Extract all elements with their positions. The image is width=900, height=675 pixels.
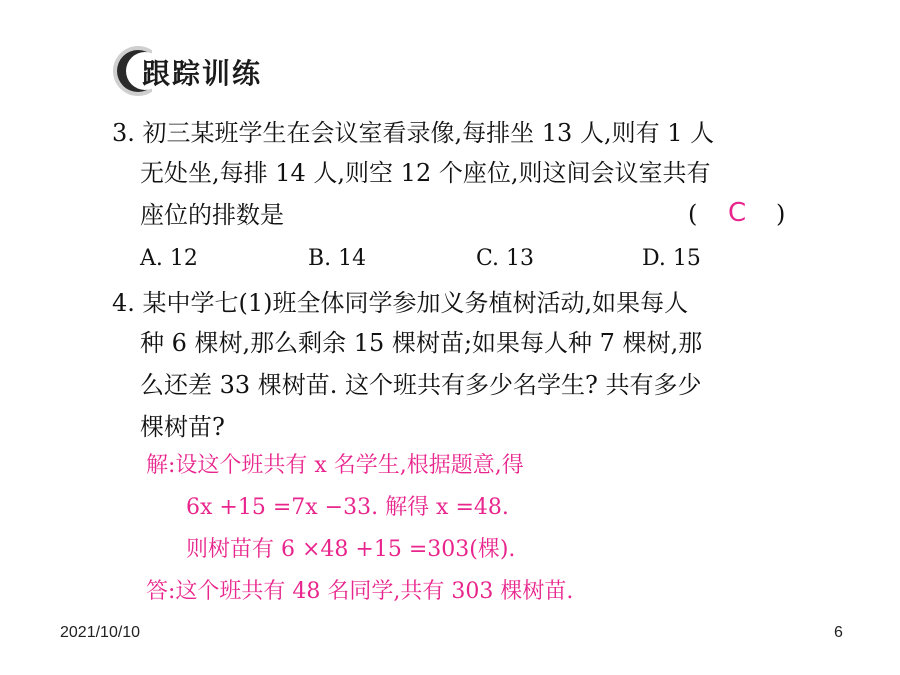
solution-line-2: 6x +15 =7x −33. 解得 x =48. (186, 495, 509, 520)
q4-line-1: 4. 某中学七(1)班全体同学参加义务植树活动,如果每人 (112, 289, 689, 317)
q3-option-a: A. 12 (140, 246, 198, 271)
solution-line-3: 则树苗有 6 ×48 +15 =303(棵). (186, 537, 516, 562)
q3-line-3: 座位的排数是 (140, 201, 284, 229)
q4-line-3: 么还差 33 棵树苗. 这个班共有多少名学生? 共有多少 (140, 371, 702, 399)
q4-line-2: 种 6 棵树,那么剩余 15 棵树苗;如果每人种 7 棵树,那 (140, 329, 703, 357)
q3-line-1: 3. 初三某班学生在会议室看录像,每排坐 13 人,则有 1 人 (112, 119, 715, 147)
q3-answer: C (728, 198, 747, 228)
q3-option-d: D. 15 (642, 246, 701, 271)
section-title: 跟踪训练 (142, 57, 263, 90)
solution-line-4: 答:这个班共有 48 名同学,共有 303 棵树苗. (146, 579, 574, 604)
q3-option-c: C. 13 (476, 246, 535, 271)
q3-option-b: B. 14 (308, 246, 367, 271)
q3-line-2: 无处坐,每排 14 人,则空 12 个座位,则这间会议室共有 (140, 159, 711, 187)
q4-line-4: 棵树苗? (140, 413, 225, 441)
page-number: 6 (834, 624, 843, 641)
solution-line-1: 解:设这个班共有 x 名学生,根据题意,得 (146, 453, 524, 478)
footer-date: 2021/10/10 (60, 624, 141, 641)
answer-paren-open: ( (688, 200, 698, 228)
answer-paren-close: ) (776, 200, 786, 228)
